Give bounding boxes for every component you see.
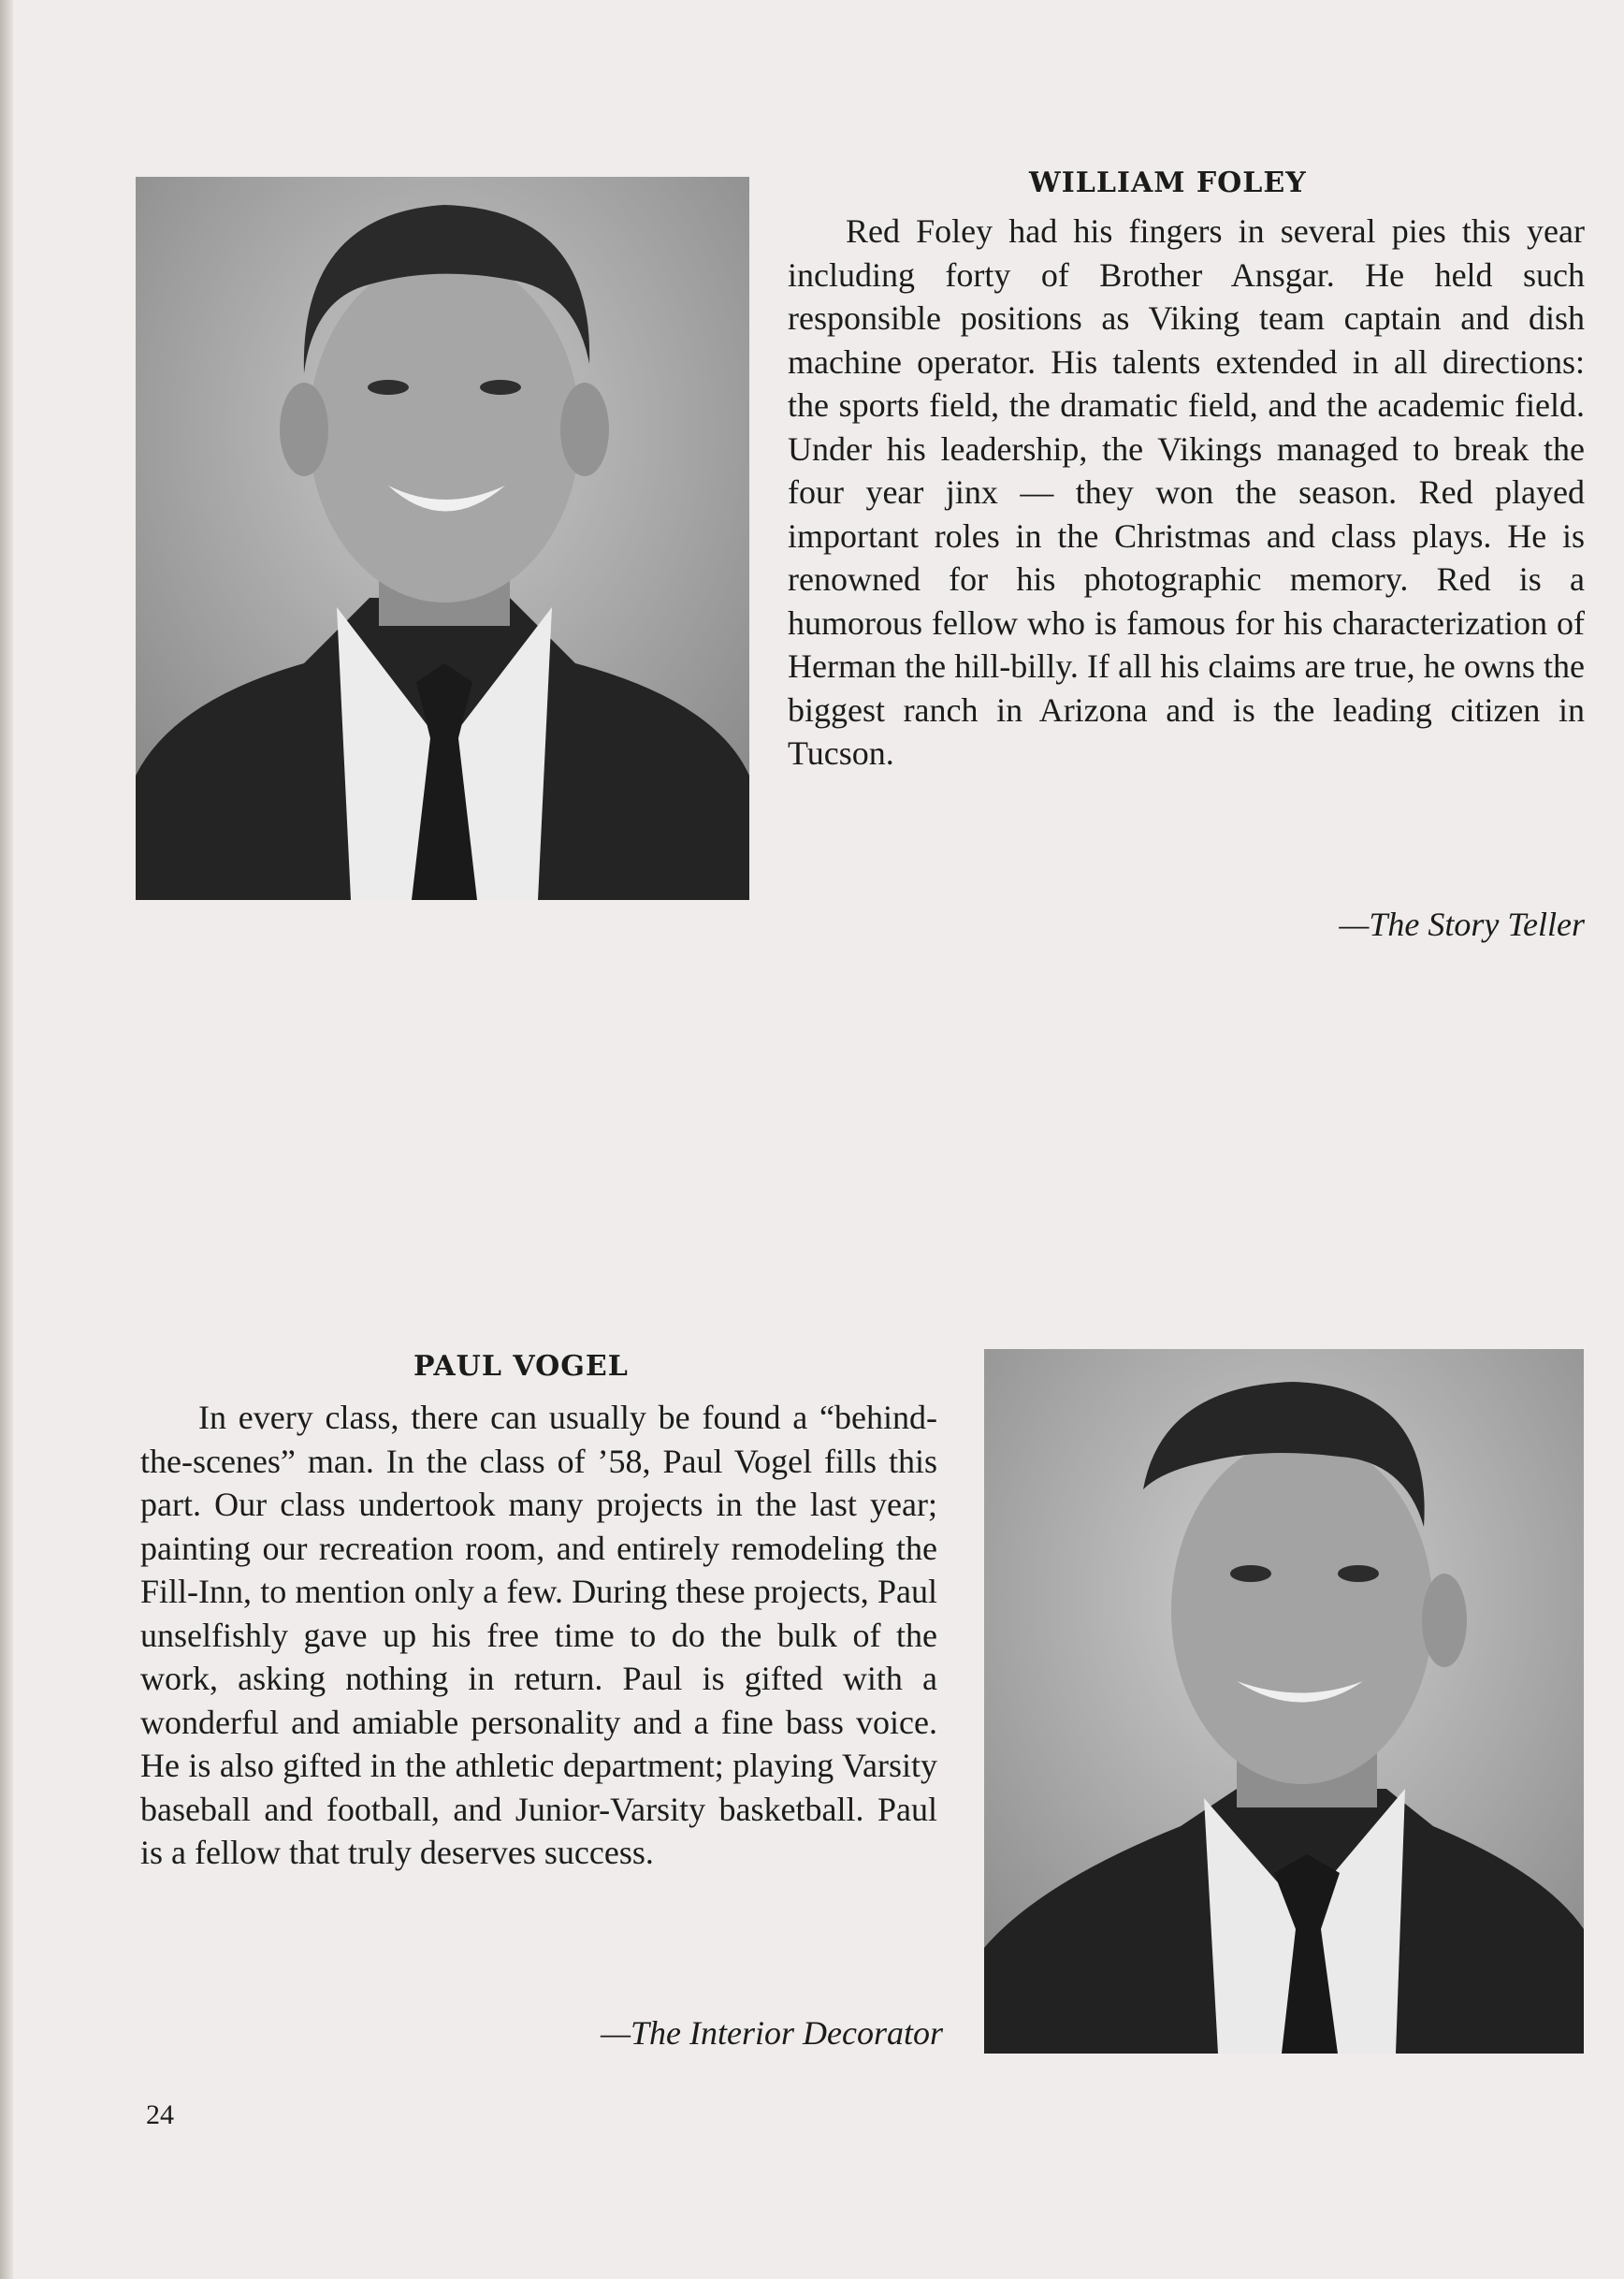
page-number: 24 [146, 2099, 174, 2130]
profile-signoff: —The Story Teller [1339, 906, 1585, 943]
portrait-photo-paul-vogel [984, 1349, 1584, 2054]
profile-bio: In every class, there can usually be found a “behind-the-scenes” man. In the class of ’58, Paul Vogel fills this part. Our class undertook many projects in the last year; painting our recreation room, and entirely remodeling the Fill-Inn, to mention only a few. During these projects, Paul unselfishly gave up his free time to do the bulk of the work, asking nothing in return. Paul is gifted with a wonderful and amiable personality and a fine bass voice. He is also gifted in the athletic department; playing Varsity baseball and football, and Junior-Varsity basketball. Paul is a fellow that truly deserves success. [140, 1399, 937, 1871]
profile-name: PAUL VOGEL [413, 1350, 629, 1383]
portrait-photo-william-foley [136, 177, 749, 900]
page-binding-edge [0, 0, 13, 2279]
profile-bio: Red Foley had his fingers in several pies this year including forty of Brother Ansgar. He held such responsible positions as Viking team captain and dish machine operator. His talents extended in all directions: the sports field, the dramatic field, and the academic field. Under his leadership, the Vikings managed to break the four year jinx — they won the season. Red played important roles in the Christmas and class plays. He is renowned for his photographic memory. Red is a humorous fellow who is famous for his characterization of Herman the hill-billy. If all his claims are true, he owns the biggest ranch in Arizona and is the leading citizen in Tucson. [788, 212, 1585, 772]
profile-name: WILLIAM FOLEY [1029, 167, 1307, 199]
profile-signoff: —The Interior Decorator [601, 2014, 943, 2052]
